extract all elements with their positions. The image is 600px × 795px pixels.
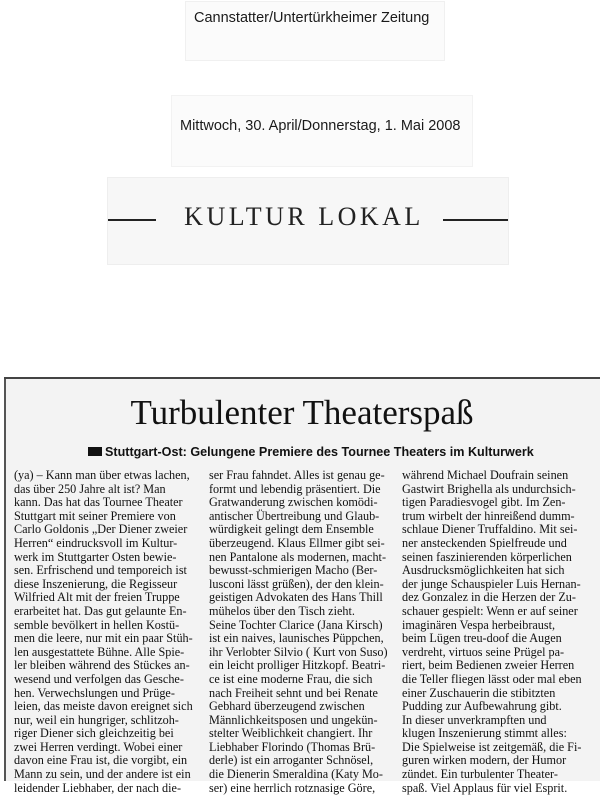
- article-text-line: In dieser unverkrampften und: [402, 712, 547, 727]
- article-text-line: werk im Stuttgarter Osten bewie-: [14, 549, 177, 564]
- article-subline: [88, 445, 534, 459]
- article-subline-text: Stuttgart-Ost: Gelungene Premiere des Tournee Theaters im Kulturwerk: [105, 445, 534, 459]
- article-text-line: kann. Das hat das Tournee Theater: [14, 495, 183, 510]
- section-title: KULTUR LOKAL: [184, 202, 424, 231]
- article-column-3: [402, 469, 582, 795]
- article-text-line: ner ansteckenden Spielfreude und: [402, 535, 567, 550]
- section-rule-left: [108, 219, 156, 221]
- article-text-line: bewusst-schmierigen Macho (Ber-: [209, 563, 378, 578]
- article-text-line: semble bevölkert in hellen Kostü-: [14, 617, 180, 632]
- article-text-line: stelter Weiblichkeit changiert. Ihr: [209, 726, 373, 741]
- article-text-line: spaß. Viel Applaus für viel Esprit.: [402, 780, 568, 795]
- article-text-line: davon eine Frau ist, die vorgibt, ein: [14, 753, 188, 768]
- article-text-line: ce ist eine moderne Frau, die sich: [209, 671, 373, 686]
- article-text-line: Männlichkeitsposen und ungekün-: [209, 712, 378, 727]
- article-text-line: die Dienerin Smeraldina (Katy Mo-: [209, 767, 383, 782]
- article-text-line: sen. Erfrischend und temporeich ist: [14, 563, 187, 578]
- article-text-line: trum wirbelt der hinreißend dumm-: [402, 508, 575, 523]
- article-text-line: Gastwirt Brighella als undurchsich-: [402, 481, 576, 496]
- article-text-line: zündet. Ein turbulenter Theater-: [402, 767, 558, 782]
- newspaper-name: Cannstatter/Untertürkheimer Zeitung: [194, 10, 430, 26]
- article-text-line: Die Spielweise ist zeitgemäß, die Fi-: [402, 739, 582, 754]
- article-text-line: (ya) – Kann man über etwas lachen,: [14, 468, 190, 482]
- article-headline: Turbulenter Theaterspaß: [130, 393, 474, 432]
- article-text-line: verdreht, virtuos seine Prügel pa-: [402, 644, 565, 659]
- article-text-line: antischer Übertreibung und Glaub-: [209, 508, 380, 523]
- article-text-line: nen Pantalone als modernen, macht-: [209, 549, 386, 564]
- article-text-line: Gebhard überzeugend zwischen: [209, 699, 365, 714]
- article-column-2: [209, 469, 388, 795]
- section-header-clipping: [108, 178, 508, 264]
- article-text-line: guren wirken modern, der Humor: [402, 753, 567, 768]
- article-text-line: schlaue Diener Truffaldino. Mit sei-: [402, 522, 578, 537]
- article-text-line: einer Zuschauerin die stibitzten: [402, 685, 556, 700]
- article-text-line: Stuttgart mit seiner Premiere von: [14, 508, 176, 523]
- article-text-line: Ausdrucksmöglichkeiten hat sich: [402, 563, 565, 578]
- article-text-line: der junge Schauspieler Luis Hernan-: [402, 576, 581, 591]
- article-text-line: überzeugend. Klaus Ellmer gibt sei-: [209, 535, 385, 550]
- article-text-line: dez Gonzalez in die Herzen der Zu-: [402, 590, 576, 605]
- article-text-line: leien, das meiste davon ereignet sich: [14, 699, 193, 714]
- clipping-edge: [4, 379, 6, 781]
- article-text-line: Carlo Goldonis „Der Diener zweier: [14, 522, 188, 537]
- article-text-line: len ausgestattete Bühne. Alle Spie-: [14, 644, 185, 659]
- article-column-1: [14, 469, 193, 795]
- article-text-line: erarbeitet hat. Das gut gelaunte En-: [14, 603, 187, 618]
- article-text-line: hen. Verwechslungen und Prüge-: [14, 685, 175, 700]
- article-text-line: Liebhaber Florindo (Thomas Brü-: [209, 739, 376, 754]
- article-text-line: men die leere, nur mit ein paar Stüh-: [14, 631, 193, 646]
- article-text-line: Wilfried Alt mit der freien Truppe: [14, 590, 180, 605]
- article-text-line: Pudding zur Aufbewahrung gibt.: [402, 699, 562, 714]
- article-text-line: tigen Paradiesvogel gibt. Im Zen-: [402, 495, 566, 510]
- article-clipping: [4, 377, 600, 795]
- article-text-line: Mann zu sein, und der andere ist ein: [14, 767, 191, 782]
- article-text-line: riert, beim Bedienen zweier Herren: [402, 658, 575, 673]
- article-text-line: formt und lebendig präsentiert. Die: [209, 481, 381, 496]
- article-text-line: das über 250 Jahre alt ist? Man: [14, 481, 166, 496]
- article-text-line: ser) eine herrlich rotznasige Göre,: [209, 780, 376, 795]
- article-text-line: ein leicht prolliger Hitzkopf. Beatri-: [209, 658, 386, 673]
- subline-marker: [88, 447, 102, 456]
- article-text-line: riger Diener sich gleichzeitig bei: [14, 726, 174, 741]
- article-text-line: zwei Herren verdingt. Wobei einer: [14, 739, 183, 754]
- article-text-line: mühelos über den Tisch zieht.: [209, 603, 355, 618]
- article-text-line: ler bleiben während des Stückes an-: [14, 658, 190, 673]
- issue-date-clipping: [172, 96, 472, 166]
- section-rule-right: [443, 219, 508, 221]
- article-text-line: seinen faszinierenden körperlichen: [402, 549, 572, 564]
- article-text-line: lusconi lässt grüßen), der den klein-: [209, 576, 384, 591]
- article-text-line: derle) ist ein arroganter Schnösel,: [209, 753, 374, 768]
- article-text-line: nur, weil ein hungriger, schlitzoh-: [14, 712, 179, 727]
- article-text-line: schauer gespielt: Wenn er auf seiner: [402, 603, 578, 618]
- issue-date: Mittwoch, 30. April/Donnerstag, 1. Mai 2008: [180, 118, 461, 134]
- article-text-line: imaginären Vespa herbeibraust,: [402, 617, 556, 632]
- article-text-line: klugen Inszenierung stimmt alles:: [402, 726, 567, 741]
- article-text-line: wesend und verfolgen das Gesche-: [14, 671, 184, 686]
- article-text-line: ser Frau fahndet. Alles ist genau ge-: [209, 468, 385, 482]
- article-text-line: ist ein naives, launisches Püppchen,: [209, 631, 384, 646]
- article-text-line: ihr Verlobter Silvio ( Kurt von Suso): [209, 644, 388, 659]
- article-text-line: diese Inszenierung, die Regisseur: [14, 576, 178, 591]
- newspaper-name-clipping: [186, 2, 444, 60]
- article-text-line: leidender Liebhaber, der nach die-: [14, 780, 182, 795]
- article-text-line: die Teller fliegen lässt oder mal eben: [402, 671, 582, 686]
- article-text-line: nach Freiheit sehnt und bei Renate: [209, 685, 378, 700]
- article-text-line: Seine Tochter Clarice (Jana Kirsch): [209, 617, 383, 632]
- article-text-line: Herren“ eindrucksvoll im Kultur-: [14, 535, 178, 550]
- article-text-line: beim Lügen treu-doof die Augen: [402, 631, 562, 646]
- article-text-line: Gratwanderung zwischen komödi-: [209, 495, 378, 510]
- article-text-line: geistigen Advokaten des Hans Thill: [209, 590, 383, 605]
- article-text-line: würdigkeit gelingt dem Ensemble: [209, 522, 374, 537]
- article-text-line: während Michael Doufrain seinen: [402, 468, 569, 482]
